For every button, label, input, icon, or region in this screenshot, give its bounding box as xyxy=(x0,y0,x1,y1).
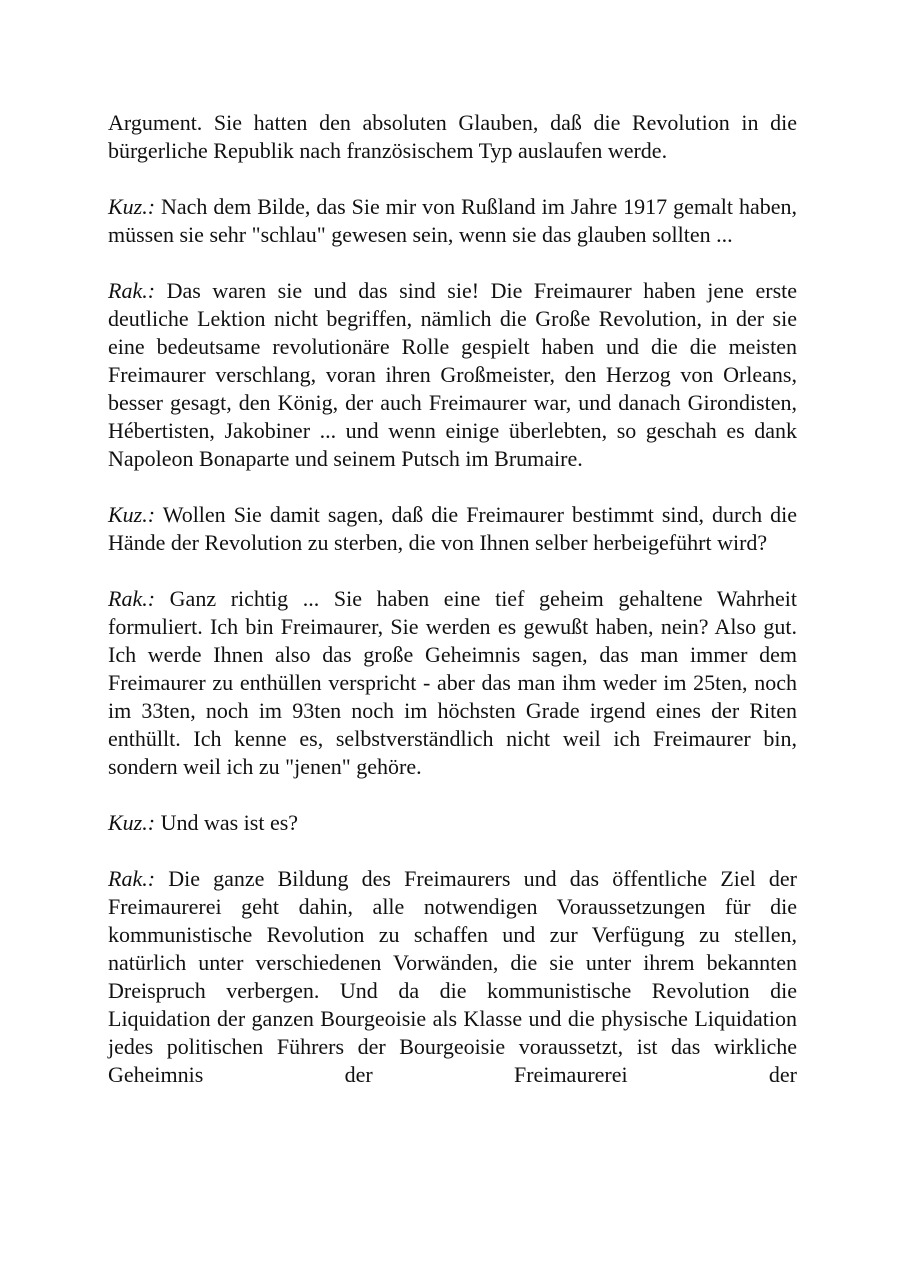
paragraph-kuz-2 xyxy=(108,501,797,557)
speaker-label: Kuz.: xyxy=(108,810,156,835)
speaker-label: Rak.: xyxy=(108,866,156,891)
speaker-label: Rak.: xyxy=(108,586,156,611)
document-page xyxy=(108,109,797,1117)
paragraph-text: Nach dem Bilde, das Sie mir von Rußland im Jahre 1917 gemalt haben, müssen sie sehr "schlau" gewesen sein, wenn sie das glauben sollten ... xyxy=(108,194,797,247)
paragraph-rak-1 xyxy=(108,277,797,473)
paragraph-rak-2 xyxy=(108,585,797,781)
paragraph-kuz-1 xyxy=(108,193,797,249)
paragraph-text: Und was ist es? xyxy=(160,810,299,835)
speaker-label: Kuz.: xyxy=(108,502,156,527)
paragraph-text: Wollen Sie damit sagen, daß die Freimaurer bestimmt sind, durch die Hände der Revolution zu sterben, die von Ihnen selber herbeigeführt wird? xyxy=(108,502,798,555)
speaker-label: Kuz.: xyxy=(108,194,156,219)
paragraph-text: Das waren sie und das sind sie! Die Freimaurer haben jene erste deutliche Lektion nicht begriffen, nämlich die Große Revolution, in der sie eine bedeutsame revolutionäre Rolle gespielt haben und die die meisten Freimaurer verschlang, voran ihren Großmeister, den Herzog von Orleans, besser gesagt, den König, der auch Freimaurer war, und danach Girondisten, Hébertisten, Jakobiner ... und wenn einige überlebten, so geschah es dank Napoleon Bonaparte und seinem Putsch im Brumaire. xyxy=(108,278,798,471)
paragraph-kuz-3 xyxy=(108,809,797,837)
speaker-label: Rak.: xyxy=(108,278,156,303)
paragraph-rak-3 xyxy=(108,865,797,1089)
paragraph-narration xyxy=(108,109,797,165)
paragraph-text: Ganz richtig ... Sie haben eine tief geheim gehaltene Wahrheit formuliert. Ich bin Freimaurer, Sie werden es gewußt haben, nein? Also gut. Ich werde Ihnen also das große Geheimnis sagen, das man immer dem Freimaurer zu enthüllen verspricht - aber das man ihm weder im 25ten, noch im 33ten, noch im 93ten noch im höchsten Grade irgend eines der Riten enthüllt. Ich kenne es, selbstverständlich nicht weil ich Freimaurer bin, sondern weil ich zu "jenen" gehöre. xyxy=(108,586,798,779)
paragraph-text: Die ganze Bildung des Freimaurers und das öffentliche Ziel der Freimaurerei geht dahin, alle notwendigen Voraussetzungen für die kommunistische Revolution zu schaffen und zur Verfügung zu stellen, natürlich unter verschiedenen Vorwänden, die sie unter ihrem bekannten Dreispruch verbergen. Und da die kommunistische Revolution die Liquidation der ganzen Bourgeoisie als Klasse und die physische Liquidation jedes politischen Führers der Bourgeoisie voraussetzt, ist das wirkliche Geheimnis der Freimaurerei der xyxy=(108,866,798,1087)
paragraph-text: Argument. Sie hatten den absoluten Glauben, daß die Revolution in die bürgerliche Republik nach französischem Typ auslaufen werde. xyxy=(108,110,797,163)
